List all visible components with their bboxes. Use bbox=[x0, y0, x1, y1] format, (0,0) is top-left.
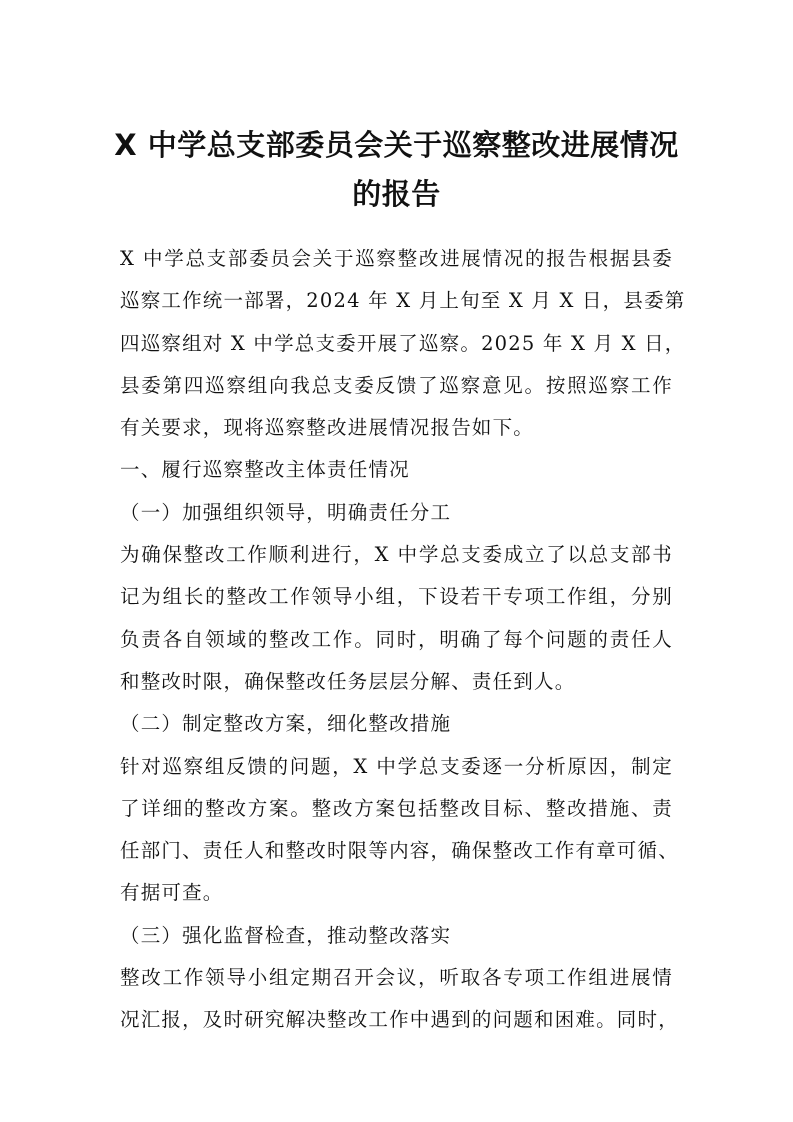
body-line: 四巡察组对 X 中学总支委开展了巡察。2025 年 X 月 X 日， bbox=[120, 331, 686, 355]
body-line: 任部门、责任人和整改时限等内容，确保整改工作有章可循、 bbox=[120, 839, 679, 863]
body-line: X 中学总支部委员会关于巡察整改进展情况的报告根据县委 bbox=[120, 247, 673, 270]
document-title-line-2: 的报告 bbox=[352, 177, 441, 211]
subsection-heading: （三）强化监督检查，推动整改落实 bbox=[120, 923, 452, 947]
section-heading: 一、履行巡察整改主体责任情况 bbox=[120, 458, 410, 482]
body-line: 了详细的整改方案。整改方案包括整改目标、整改措施、责 bbox=[120, 796, 673, 820]
body-line: 整改工作领导小组定期召开会议，听取各专项工作组进展情 bbox=[120, 966, 673, 990]
body-line: 有据可查。 bbox=[120, 881, 224, 905]
body-line: 有关要求，现将巡察整改进展情况报告如下。 bbox=[120, 416, 535, 440]
body-line: 为确保整改工作顺利进行，X 中学总支委成立了以总支部书 bbox=[120, 543, 673, 567]
body-line: 负责各自领域的整改工作。同时，明确了每个问题的责任人 bbox=[120, 627, 673, 651]
body-line: 记为组长的整改工作领导小组，下设若干专项工作组，分别 bbox=[120, 585, 673, 609]
body-line: 针对巡察组反馈的问题，X 中学总支委逐一分析原因，制定 bbox=[120, 754, 673, 778]
body-line: 巡察工作统一部署，2024 年 X 月上旬至 X 月 X 日，县委第 bbox=[120, 289, 686, 313]
document-body bbox=[120, 238, 686, 1042]
subsection-heading: （一）加强组织领导，明确责任分工 bbox=[120, 500, 452, 524]
body-line: 和整改时限，确保整改任务层层分解、责任到人。 bbox=[120, 669, 576, 693]
document-title-line-1: X 中学总支部委员会关于巡察整改进展情况 bbox=[114, 128, 679, 162]
subsection-heading: （二）制定整改方案，细化整改措施 bbox=[120, 712, 452, 736]
body-line: 县委第四巡察组向我总支委反馈了巡察意见。按照巡察工作 bbox=[120, 373, 673, 397]
body-line: 况汇报，及时研究解决整改工作中遇到的问题和困难。同时， bbox=[120, 1008, 679, 1032]
